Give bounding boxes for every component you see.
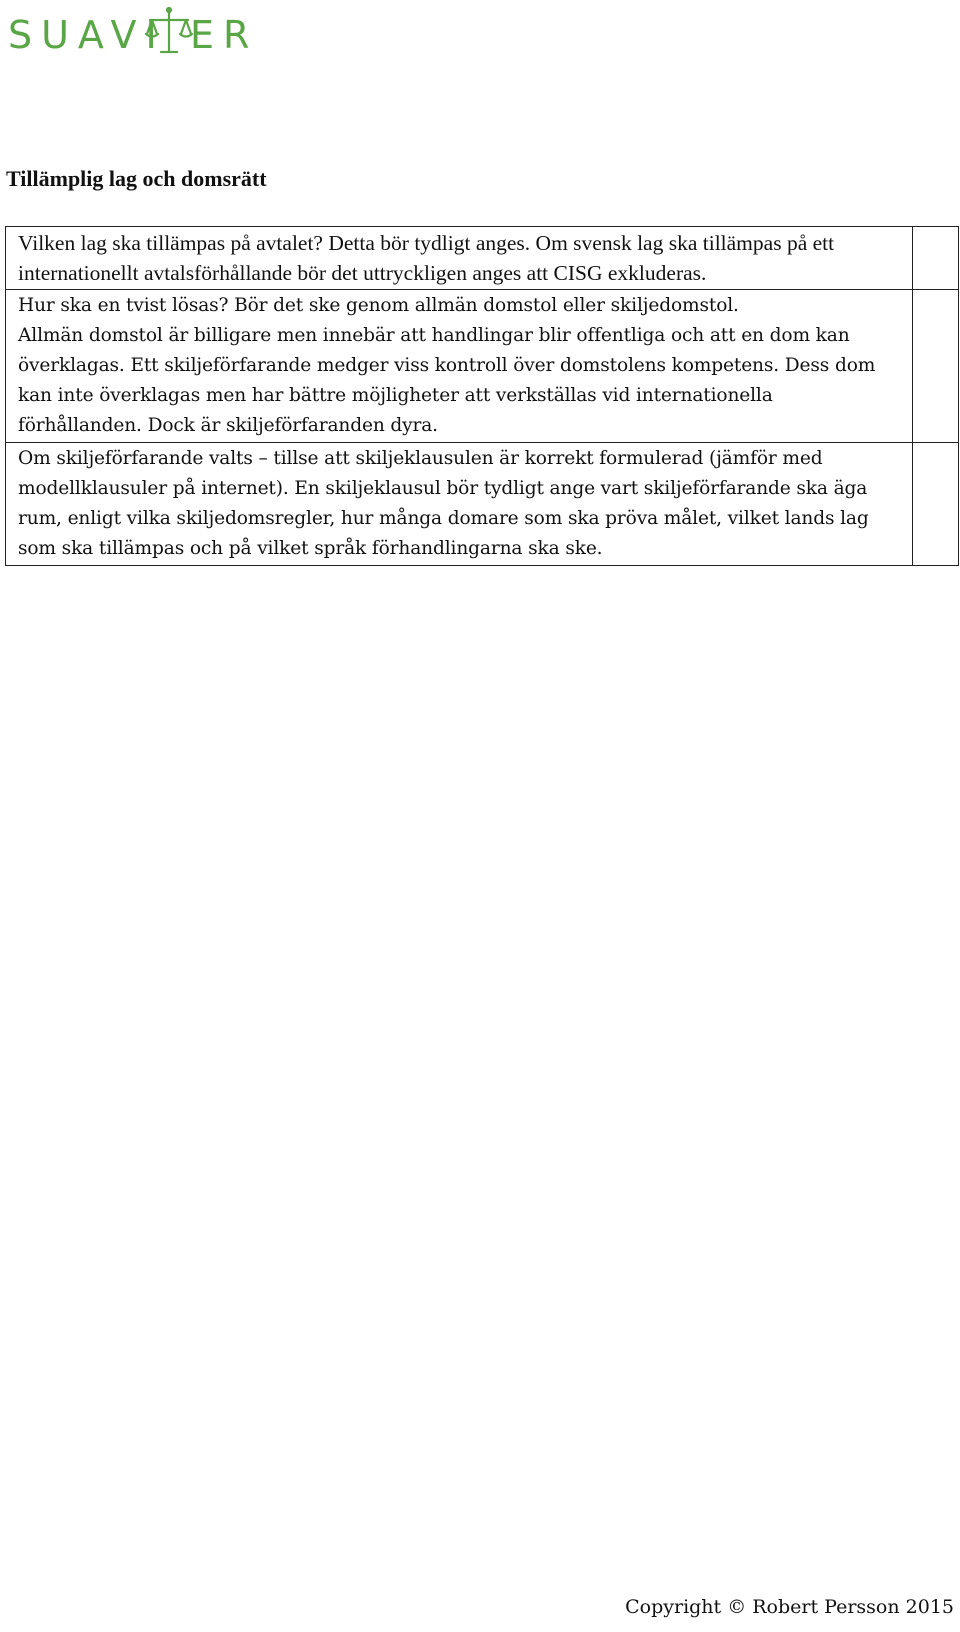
checklist-row: [6, 443, 959, 566]
checklist-table: [5, 226, 959, 566]
checkbox-cell[interactable]: [912, 227, 958, 290]
scales-of-justice-icon: [144, 6, 194, 58]
checklist-row: [6, 290, 959, 443]
logo-text-left: SUAVI: [8, 13, 166, 57]
checklist-row: [6, 227, 959, 290]
checkbox-cell[interactable]: [912, 290, 958, 443]
checklist-text-cell: [6, 443, 913, 566]
logo-text-right: ER: [190, 13, 259, 57]
row-paragraph: Hur ska en tvist lösas? Bör det ske genom allmän domstol eller skiljedomstol.: [18, 295, 739, 316]
row-paragraph: Om skiljeförfarande valts – tillse att skiljeklausulen är korrekt formulerad (jämför med modellklausuler på internet). En skiljeklausul bör tydligt ange vart skiljeförfarande ska äga rum, enligt vilka skiljedomsregler, hur många domare som ska pröva målet, vilket lands lag som ska tillämpas och på vilket språk förhandlingarna ska ske.: [18, 448, 869, 559]
checklist-text-cell: [6, 227, 913, 290]
checkbox-cell[interactable]: [912, 443, 958, 566]
section-heading: Tillämplig lag och domsrätt: [6, 166, 267, 191]
checklist-text-cell: [6, 290, 913, 443]
row-paragraph: Allmän domstol är billigare men innebär att handlingar blir offentliga och att en dom kan överklagas. Ett skiljeförfarande medger viss kontroll över domstolens kompetens. Dess dom kan inte överklagas men har bättre möjligheter att verkställas vid internationella förhållanden. Dock är skiljeförfaranden dyra.: [18, 325, 876, 436]
row-paragraph: Vilken lag ska tillämpas på avtalet? Detta bör tydligt anges. Om svensk lag ska tillämpas på ett internationellt avtalsförhållande bör det uttryckligen anges att CISG exkluderas.: [18, 231, 835, 285]
suaviter-logo: [8, 6, 259, 58]
copyright-footer: Copyright © Robert Persson 2015: [625, 1596, 954, 1618]
